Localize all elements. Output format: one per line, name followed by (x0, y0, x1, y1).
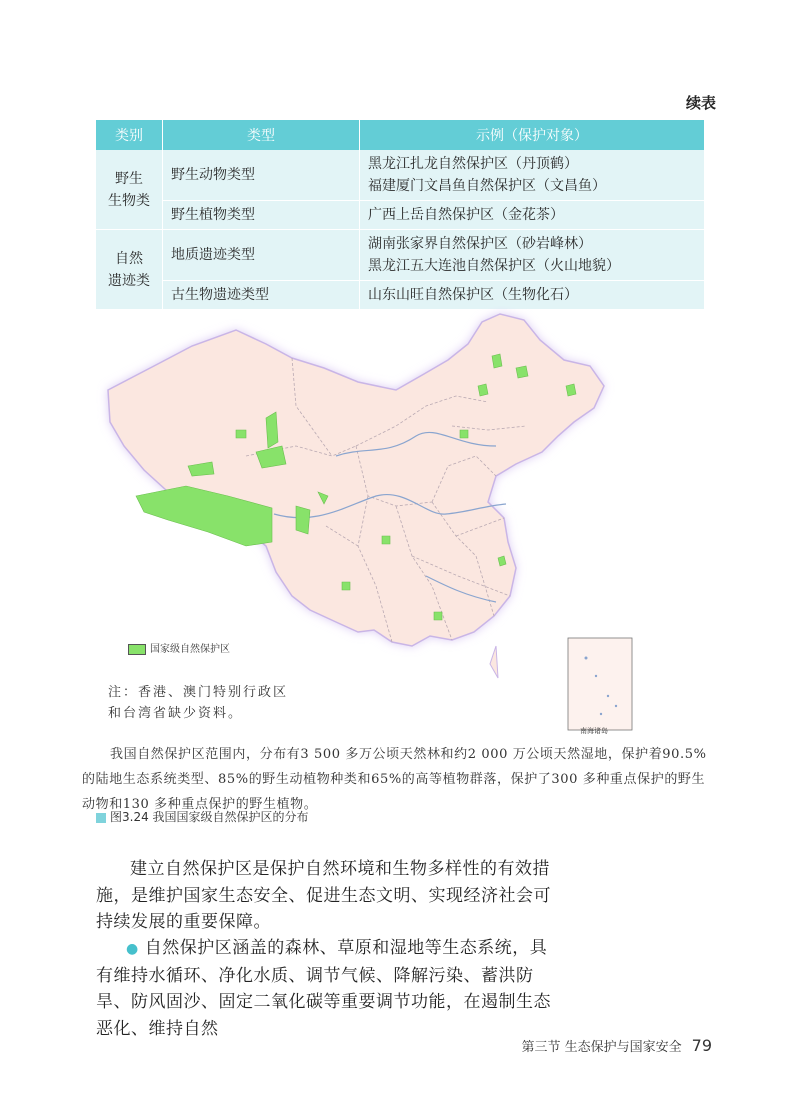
type-cell: 野生动物类型 (163, 150, 360, 201)
examples-cell: 山东山旺自然保护区（生物化石） (360, 281, 705, 310)
reserve-types-table (96, 120, 704, 310)
column-header: 示例（保护对象） (360, 120, 705, 150)
category-cell: 自然 遗迹类 (96, 230, 163, 310)
bullet-dot-icon: ● (126, 941, 139, 957)
page-footer (476, 1036, 712, 1055)
type-cell: 野生植物类型 (163, 201, 360, 230)
category-cell: 野生 生物类 (96, 150, 163, 230)
inset-label: 南海诸岛 (580, 727, 608, 735)
figure-marker-icon (96, 813, 106, 823)
body-paragraph-2-text: 自然保护区涵盖的森林、草原和湿地等生态系统，具有维持水循环、净化水质、调节气候、降解污染、蓄洪防旱、防风固沙、固定二氧化碳等重要调节功能，在遏制生态恶化、维持自然 (96, 938, 551, 1039)
hainan-island (490, 646, 498, 678)
examples-cell: 广西上岳自然保护区（金花茶） (360, 201, 705, 230)
examples-cell: 黑龙江扎龙自然保护区（丹顶鹤） 福建厦门文昌鱼自然保护区（文昌鱼） (360, 150, 705, 201)
china-reserves-map (96, 306, 656, 736)
table-row (96, 230, 704, 281)
china-land (108, 314, 604, 646)
column-header: 类别 (96, 120, 163, 150)
body-paragraph-2 (96, 935, 556, 1042)
continued-table-label: 续表 (685, 94, 716, 112)
legend-label: 国家级自然保护区 (150, 644, 230, 655)
table-header-row (96, 120, 704, 150)
footer-section: 第三节 生态保护与国家安全 (521, 1040, 682, 1055)
map-legend (128, 640, 230, 655)
table-row (96, 150, 704, 201)
body-paragraph-1: 建立自然保护区是保护自然环境和生物多样性的有效措施，是维护国家生态安全、促进生态文明、实现经济社会可持续发展的重要保障。 (96, 859, 551, 932)
map-note: 注：香港、澳门特别行政区和台湾省缺少资料。 (108, 685, 289, 721)
figure-title-text: 图3.24 我国国家级自然保护区的分布 (110, 810, 309, 824)
south-china-sea-inset (568, 638, 632, 730)
figure-title (96, 808, 309, 825)
figure-caption: 我国自然保护区范围内，分布有3 500 多万公顷天然林和约2 000 万公顷天然湿地，保护着90.5%的陆地生态系统类型、85%的野生动植物种类和65%的高等植物群落，保护了300 多种重点保护的野生动物和130 多种重点保护的野生植物。 (82, 747, 707, 812)
type-cell: 古生物遗迹类型 (163, 281, 360, 310)
column-header: 类型 (163, 120, 360, 150)
examples-cell: 湖南张家界自然保护区（砂岩峰林） 黑龙江五大连池自然保护区（火山地貌） (360, 230, 705, 281)
page-number: 79 (691, 1036, 712, 1055)
legend-swatch (128, 644, 146, 655)
table-row (96, 201, 704, 230)
type-cell: 地质遗迹类型 (163, 230, 360, 281)
